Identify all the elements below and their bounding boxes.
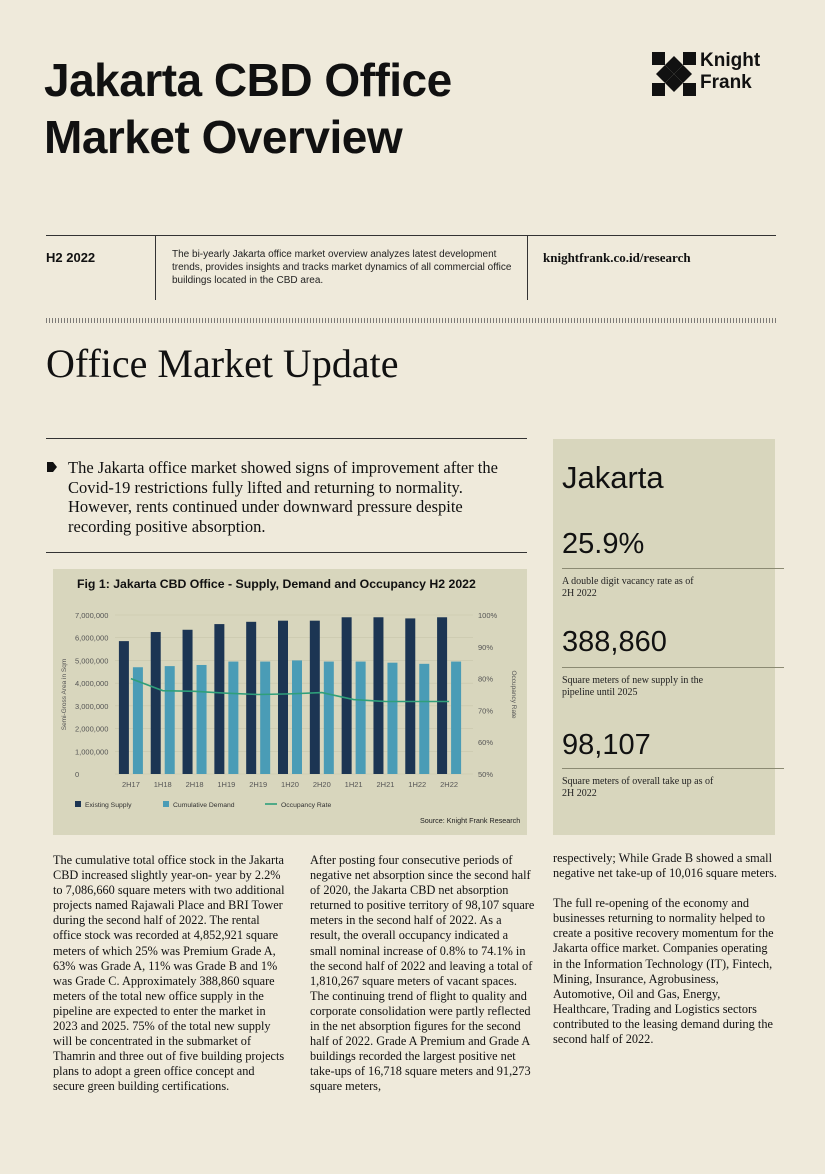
logo-line-1: Knight: [700, 50, 761, 71]
bar-existing-supply: [405, 618, 415, 774]
y-axis-label-left: Semi-Gross Area in Sqm: [61, 658, 68, 731]
stats-city: Jakarta: [562, 460, 664, 495]
x-tick-label: 2H22: [440, 780, 459, 789]
y-tick-left: 5,000,000: [75, 656, 109, 666]
y-tick-right: 80%: [478, 674, 494, 684]
bar-cumulative-demand: [260, 662, 270, 774]
y-tick-right: 100%: [478, 611, 498, 620]
x-tick-label: 2H19: [249, 780, 268, 789]
lead-bottom-rule: [46, 552, 527, 553]
y-axis-label-right: Occupancy Rate: [510, 670, 517, 719]
stat-rule-2: [562, 667, 784, 668]
bar-cumulative-demand: [228, 662, 238, 774]
bar-cumulative-demand: [324, 662, 334, 774]
legend-swatch: [163, 801, 169, 807]
stat-supply-value: 388,860: [562, 626, 667, 658]
knight-frank-logo-icon: [652, 52, 696, 96]
logo-line-2: Frank: [700, 72, 752, 93]
dotted-divider: [46, 318, 776, 323]
y-tick-left: 4,000,000: [75, 679, 109, 689]
bar-existing-supply: [214, 624, 224, 774]
section-title: Office Market Update: [46, 341, 399, 386]
occupancy-rate-line: [131, 679, 449, 702]
stat-takeup-value: 98,107: [562, 729, 651, 761]
bar-cumulative-demand: [197, 665, 207, 774]
bar-existing-supply: [342, 617, 352, 774]
y-tick-left: 2,000,000: [75, 724, 109, 734]
x-tick-label: 1H22: [408, 780, 427, 789]
y-tick-right: 60%: [478, 738, 494, 748]
col3-paragraph-1: respectively; While Grade B showed a small negative net take-up of 10,016 square meters.: [553, 851, 777, 881]
stat-vacancy-desc: A double digit vacancy rate as of 2H 2022: [562, 576, 694, 599]
page-title: [44, 52, 604, 166]
stat-takeup-desc: Square meters of overall take up as of 2H 2022: [562, 776, 714, 799]
bar-cumulative-demand: [292, 660, 302, 774]
col1-paragraph: The cumulative total office stock in the Jakarta CBD increased slightly year-on- year by 2.2% to 7,086,660 square meters with two additional projects named Rajawali Place and BRI Tower during the second half of 2022. The rental office stock was recorded at 4,852,921 square meters of which 25% was Premium Grade A, 63% was Grade A, 11% was Grade B and 1% was Grade C. Approximately 388,860 square meters of the total new office supply in the pipeline are expected to enter the market in 2023 and 2025. 75% of the total new supply will be concentrated in the submarket of Thamrin and three out of five building projects plans to adopt a green office concept and secure green building certifications.: [53, 853, 285, 1094]
x-tick-label: 1H19: [217, 780, 236, 789]
x-tick-label: 1H20: [281, 780, 299, 789]
title-line-1: Jakarta CBD Office: [44, 54, 452, 106]
bar-existing-supply: [373, 617, 383, 774]
bar-existing-supply: [278, 621, 288, 774]
bar-cumulative-demand: [451, 662, 461, 774]
supply-demand-chart: [53, 569, 527, 835]
logo-wordmark: [700, 50, 760, 94]
knight-frank-logo[interactable]: [652, 50, 792, 100]
body-column-1: [53, 853, 289, 1110]
bar-cumulative-demand: [165, 666, 175, 774]
bar-existing-supply: [246, 622, 256, 774]
stat-rule-1: [562, 568, 784, 569]
report-period: H2 2022: [46, 250, 96, 265]
lead-paragraph: The Jakarta office market showed signs of improvement after the Covid-19 restrictions fully lifted and returning to normality. However, rents continued under downward pressure despite recording positive absorption.: [68, 458, 498, 536]
y-tick-left: 3,000,000: [75, 701, 109, 711]
body-column-3: [553, 851, 778, 1062]
bar-existing-supply: [119, 641, 129, 774]
bar-cumulative-demand: [419, 664, 429, 774]
y-tick-left: 7,000,000: [75, 611, 109, 620]
bar-cumulative-demand: [387, 663, 397, 774]
report-intro: The bi-yearly Jakarta office market overview analyzes latest development trends, provides insights and tracks market dynamics of all commercial office buildings located in the CBD area.: [172, 249, 512, 286]
legend-swatch: [75, 801, 81, 807]
y-tick-left: 1,000,000: [75, 747, 109, 757]
y-tick-right: 90%: [478, 642, 494, 652]
bar-existing-supply: [310, 621, 320, 774]
lead-top-rule: [46, 438, 527, 439]
bar-existing-supply: [437, 617, 447, 774]
legend-label: Cumulative Demand: [173, 802, 235, 809]
research-link[interactable]: knightfrank.co.id/research: [543, 250, 691, 265]
chart-source: Source: Knight Frank Research: [420, 816, 521, 825]
info-band-divider-2: [527, 236, 528, 300]
x-tick-label: 2H20: [312, 780, 331, 789]
bar-existing-supply: [151, 632, 161, 774]
legend-label: Existing Supply: [85, 802, 132, 809]
y-tick-left: 6,000,000: [75, 633, 109, 643]
col3-paragraph-2: The full re-opening of the economy and businesses returning to normality helped to create a positive recovery momentum for the Jakarta office market. Companies operating in the Information Technology (IT), Fintech, Mining, Insurance, Agrobusiness, Automotive, Oil and Gas, Energy, Healthcare, Trading and Logistics sectors contributed to the leasing demand during the second half of 2022.: [553, 896, 774, 1047]
stat-supply-desc: Square meters of new supply in the pipeline until 2025: [562, 675, 704, 698]
x-tick-label: 1H18: [153, 780, 172, 789]
y-tick-left: 0: [75, 770, 80, 779]
pointer-arrow-icon: [46, 461, 58, 473]
legend-label: Occupancy Rate: [281, 802, 332, 809]
body-column-2: [310, 853, 535, 1110]
stat-rule-3: [562, 768, 784, 769]
x-tick-label: 1H21: [344, 780, 363, 789]
x-tick-label: 2H21: [376, 780, 395, 789]
y-tick-right: 50%: [478, 770, 494, 779]
x-tick-label: 2H18: [185, 780, 204, 789]
info-band-divider-1: [155, 236, 156, 300]
title-line-2: Market Overview: [44, 111, 403, 163]
col2-paragraph: After posting four consecutive periods of negative net absorption since the second half of 2020, the Jakarta CBD net absorption returned to positive territory of 98,107 square meters in the second half of 2022. As a result, the overall occupancy indicated a small nominal increase of 0.8% to 74.1% in the second half of 2022 and leaving a total of 1,810,267 square meters of vacant spaces. The continuing trend of flight to quality and corporate consolidation were partly reflected in the net absorption figures for the second half of 2022. Grade A Premium and Grade A buildings recorded the largest positive net take-ups of 16,718 square meters and 91,273 square meters,: [310, 853, 535, 1094]
x-tick-label: 2H17: [121, 780, 140, 789]
bar-existing-supply: [183, 630, 193, 774]
y-tick-right: 70%: [478, 706, 494, 716]
chart-title: Fig 1: Jakarta CBD Office - Supply, Demand and Occupancy H2 2022: [77, 577, 476, 591]
stat-vacancy-value: 25.9%: [562, 528, 645, 560]
bar-cumulative-demand: [356, 662, 366, 774]
